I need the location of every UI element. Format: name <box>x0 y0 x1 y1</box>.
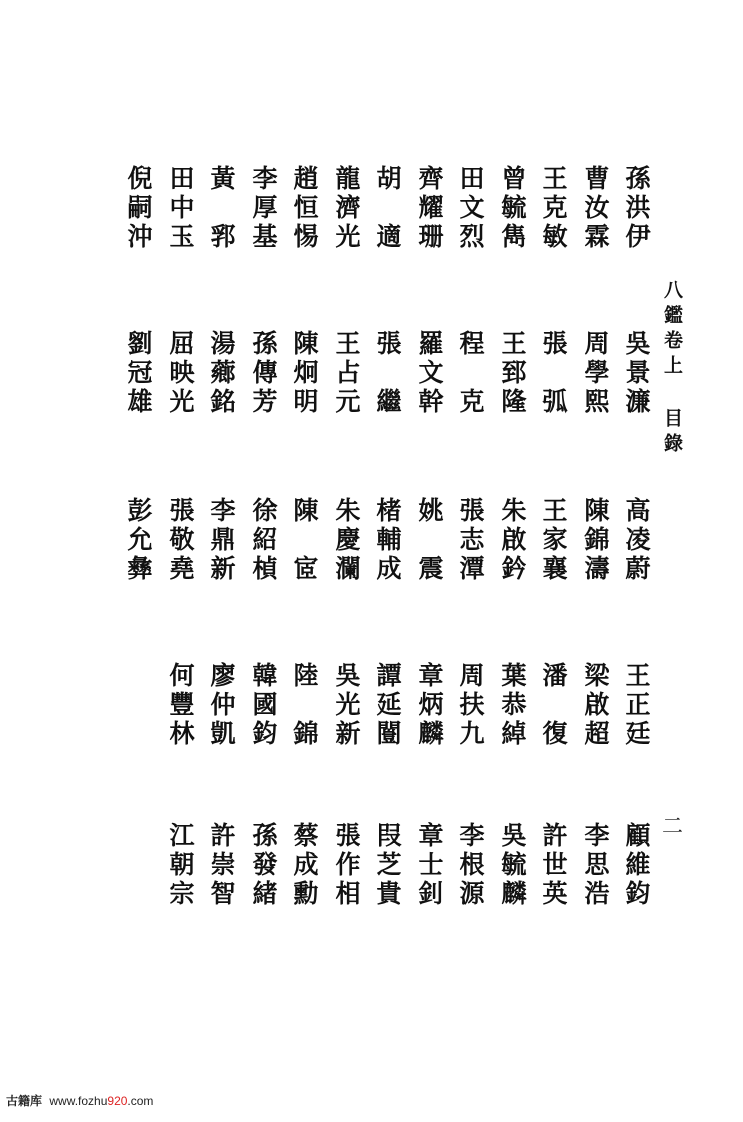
name-entry: 吳景濂 <box>622 330 651 417</box>
name-entry: 張志潭 <box>456 497 485 584</box>
watermark-site-name: 古籍库 <box>6 1094 43 1108</box>
name-entry: 陳 宧 <box>290 497 319 584</box>
name-entry: 周學熙 <box>581 330 610 417</box>
watermark-url: www.fozhu920.com <box>49 1094 154 1108</box>
name-entry: 姚 震 <box>415 497 444 584</box>
name-entry: 張 弧 <box>539 330 568 417</box>
name-entry: 廖仲凱 <box>207 662 236 749</box>
running-head <box>661 280 683 458</box>
name-entry: 徐紹楨 <box>249 497 278 584</box>
book-title: 八鑑卷上 <box>661 280 683 380</box>
name-entry: 韓國鈞 <box>249 662 278 749</box>
name-entry: 陳錦濤 <box>581 497 610 584</box>
name-entry: 彭允彝 <box>124 497 153 584</box>
name-entry: 孫傳芳 <box>249 330 278 417</box>
name-entry: 潘 復 <box>539 662 568 749</box>
name-entry: 王克敏 <box>539 165 568 252</box>
name-entry: 李鼎新 <box>207 497 236 584</box>
name-entry: 陳炯明 <box>290 330 319 417</box>
name-entry: 張敬堯 <box>166 497 195 584</box>
name-entry: 顧維鈞 <box>622 822 651 909</box>
name-entry: 齊耀珊 <box>415 165 444 252</box>
name-entry: 趙恒惕 <box>290 165 319 252</box>
name-entry: 龍濟光 <box>332 165 361 252</box>
name-entry: 許世英 <box>539 822 568 909</box>
name-entry: 章士釗 <box>415 822 444 909</box>
section-title: 目錄 <box>661 408 683 458</box>
name-entry: 羅文幹 <box>415 330 444 417</box>
name-entry: 陸 錦 <box>290 662 319 749</box>
name-entry: 王郅隆 <box>498 330 527 417</box>
name-entry: 張作相 <box>332 822 361 909</box>
name-entry: 湯薌銘 <box>207 330 236 417</box>
name-entry: 楮輔成 <box>373 497 402 584</box>
name-entry: 田文烈 <box>456 165 485 252</box>
name-entry: 吳毓麟 <box>498 822 527 909</box>
name-entry: 李思浩 <box>581 822 610 909</box>
name-entry: 李根源 <box>456 822 485 909</box>
name-entry: 倪嗣沖 <box>124 165 153 252</box>
name-entry: 朱慶瀾 <box>332 497 361 584</box>
name-entry: 蔡成勳 <box>290 822 319 909</box>
name-entry: 許崇智 <box>207 822 236 909</box>
name-entry: 屈映光 <box>166 330 195 417</box>
name-entry: 王正廷 <box>622 662 651 749</box>
name-entry: 叚芝貴 <box>373 822 402 909</box>
name-entry: 田中玉 <box>166 165 195 252</box>
name-entry: 孫發緒 <box>249 822 278 909</box>
watermark <box>6 1094 153 1108</box>
name-entry: 吳光新 <box>332 662 361 749</box>
name-entry: 江朝宗 <box>166 822 195 909</box>
name-entry: 高凌蔚 <box>622 497 651 584</box>
name-entry: 王占元 <box>332 330 361 417</box>
name-entry: 章炳麟 <box>415 662 444 749</box>
name-entry: 梁啟超 <box>581 662 610 749</box>
name-entry: 胡 適 <box>373 165 402 252</box>
name-entry: 程 克 <box>456 330 485 417</box>
name-entry: 張 繼 <box>373 330 402 417</box>
name-entry: 黃 郛 <box>207 165 236 252</box>
page-number: 二 <box>662 814 683 838</box>
name-entry: 李厚基 <box>249 165 278 252</box>
name-entry: 譚延闓 <box>373 662 402 749</box>
name-entry: 朱啟鈐 <box>498 497 527 584</box>
name-entry: 周扶九 <box>456 662 485 749</box>
name-entry: 曾毓雋 <box>498 165 527 252</box>
name-entry: 王家襄 <box>539 497 568 584</box>
name-entry: 劉冠雄 <box>124 330 153 417</box>
name-entry: 曹汝霖 <box>581 165 610 252</box>
name-entry: 孫洪伊 <box>622 165 651 252</box>
name-entry: 何豐林 <box>166 662 195 749</box>
name-entry: 葉恭綽 <box>498 662 527 749</box>
